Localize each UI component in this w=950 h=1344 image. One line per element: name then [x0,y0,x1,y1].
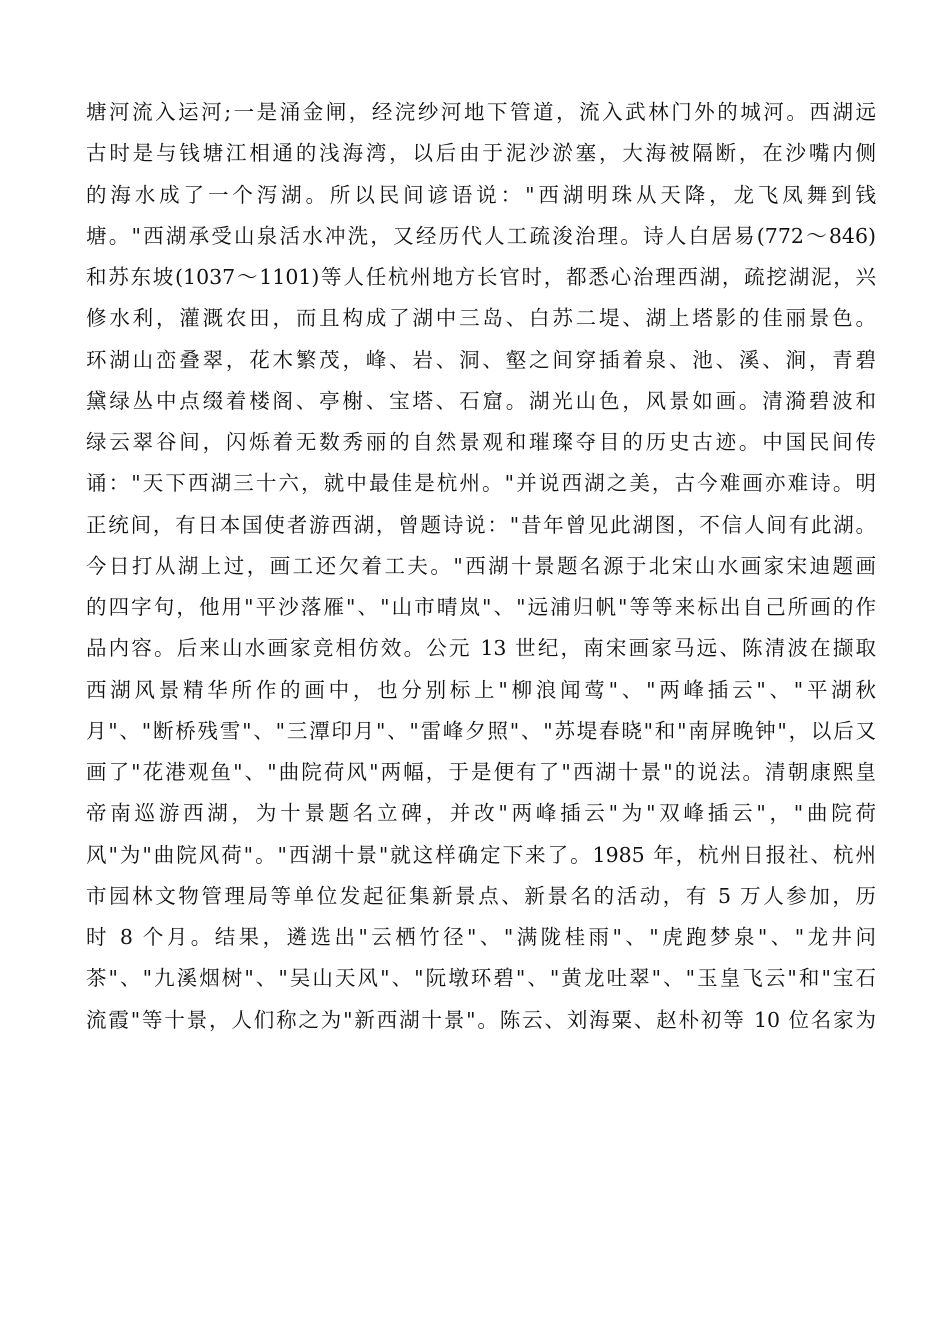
text-line: 风"为"曲院风荷"。"西湖十景"就这样确定下来了。1985 年，杭州日报社、杭州 [86,842,876,867]
text-line: 茶"、"九溪烟树"、"吴山天风"、"阮墩环碧"、"黄龙吐翠"、"玉皇飞云"和"宝石 [86,966,876,991]
text-line: 诵："天下西湖三十六，就中最佳是杭州。"并说西湖之美，古今难画亦难诗。明 [86,471,876,496]
text-line: 帝南巡游西湖，为十景题名立碑，并改"两峰插云"为"双峰插云"，"曲院荷 [86,801,876,826]
text-line: 塘。"西湖承受山泉活水冲洗，又经历代人工疏浚治理。诗人白居易(772～846) [86,223,876,248]
text-line: 品内容。后来山水画家竞相仿效。公元 13 世纪，南宋画家马远、陈清波在撷取 [86,636,876,661]
text-line: 环湖山峦叠翠，花木繁茂，峰、岩、洞、壑之间穿插着泉、池、溪、涧，青碧 [86,347,876,372]
text-line: 的海水成了一个泻湖。所以民间谚语说："西湖明珠从天降，龙飞凤舞到钱 [86,182,876,207]
text-line: 和苏东坡(1037～1101)等人任杭州地方长官时，都悉心治理西湖，疏挖湖泥，兴 [86,265,876,289]
text-line: 市园林文物管理局等单位发起征集新景点、新景名的活动，有 5 万人参加，历 [86,883,876,908]
text-line: 时 8 个月。结果，遴选出"云栖竹径"、"满陇桂雨"、"虎跑梦泉"、"龙井问 [86,925,876,949]
text-line: 西湖风景精华所作的画中，也分别标上"柳浪闻莺"、"两峰插云"、"平湖秋 [86,677,876,702]
text-line: 流霞"等十景，人们称之为"新西湖十景"。陈云、刘海粟、赵朴初等 10 位名家为 [86,1007,876,1032]
text-line: 月"、"断桥残雪"、"三潭印月"、"雷峰夕照"、"苏堤春晓"和"南屏晚钟"，以后又 [86,718,876,743]
text-line: 画了"花港观鱼"、"曲院荷风"两幅，于是便有了"西湖十景"的说法。清朝康熙皇 [86,760,876,784]
text-line: 修水利，灌溉农田，而且构成了湖中三岛、白苏二堤、湖上塔影的佳丽景色。 [86,306,876,331]
text-line: 绿云翠谷间，闪烁着无数秀丽的自然景观和璀璨夺目的历史古迹。中国民间传 [86,430,876,454]
text-line: 今日打从湖上过，画工还欠着工夫。"西湖十景题名源于北宋山水画家宋迪题画 [86,553,876,578]
body-text [86,92,876,1041]
text-line: 古时是与钱塘江相通的浅海湾，以后由于泥沙淤塞，大海被隔断，在沙嘴内侧 [86,141,876,166]
text-line: 黛绿丛中点缀着楼阁、亭榭、宝塔、石窟。湖光山色，风景如画。清漪碧波和 [86,388,876,413]
text-line: 正统间，有日本国使者游西湖，曾题诗说："昔年曾见此湖图，不信人间有此湖。 [86,512,876,537]
text-line: 塘河流入运河;一是涌金闸，经浣纱河地下管道，流入武林门外的城河。西湖远 [86,100,876,124]
text-line: 的四字句，他用"平沙落雁"、"山市晴岚"、"远浦归帆"等等来标出自己所画的作 [86,595,876,619]
